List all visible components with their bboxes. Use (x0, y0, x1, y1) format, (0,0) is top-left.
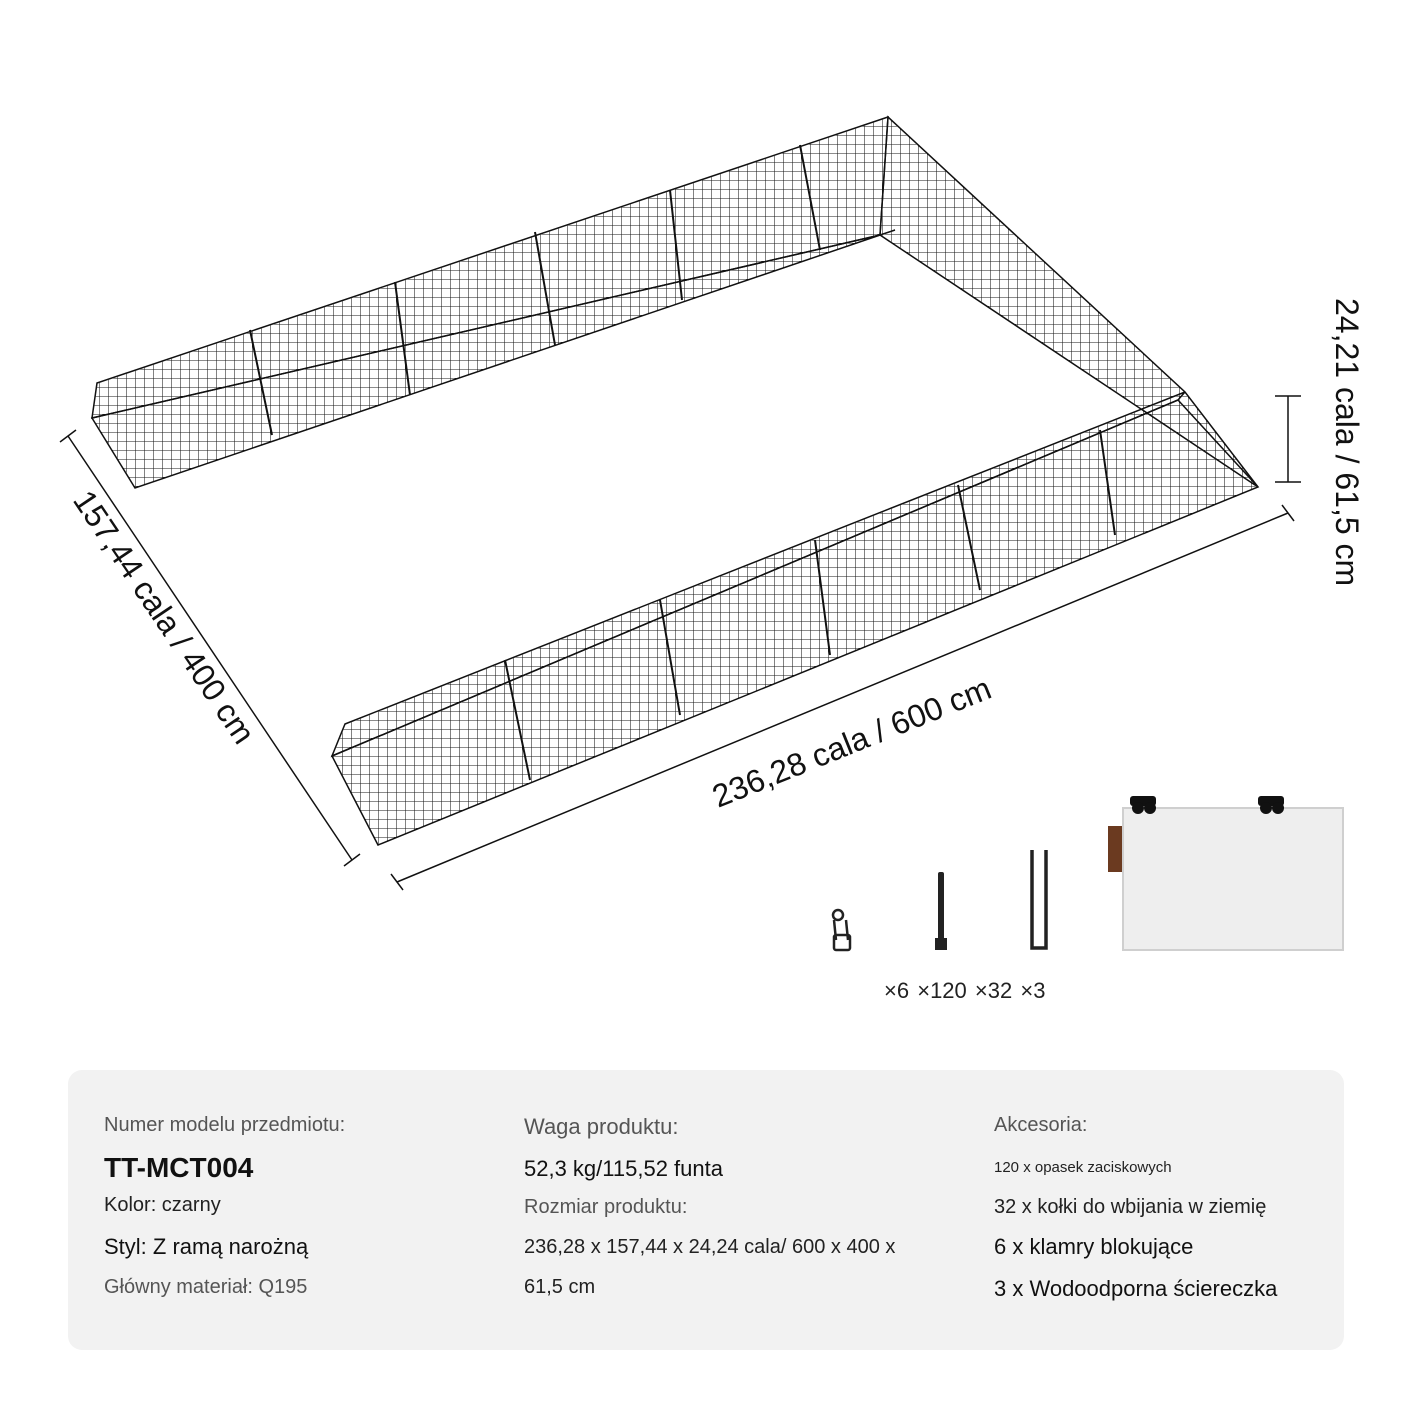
accessory-item: 3 x Wodoodporna ściereczka (994, 1276, 1278, 1301)
width-dimension-label: 157,44 cala / 400 cm (66, 483, 263, 751)
qty-stakes: ×32 (974, 978, 1013, 1003)
waterproof-cloth-icon (1108, 796, 1343, 950)
lock-clip-icon (833, 910, 850, 950)
accessories-label: Akcesoria: (994, 1114, 1088, 1136)
weight-value: 52,3 kg/115,52 funta (524, 1156, 723, 1181)
accessory-quantities (884, 978, 1047, 1004)
accessory-item: 32 x kołki do wbijania w ziemię (994, 1196, 1267, 1218)
qty-clips: ×6 (884, 978, 910, 1003)
accessory-item: 6 x klamry blokujące (994, 1234, 1194, 1259)
accessory-item: 120 x opasek zaciskowych (994, 1159, 1172, 1176)
color-spec: Kolor: czarny (104, 1194, 221, 1216)
height-dimension-label: 24,21 cala / 61,5 cm (1329, 298, 1365, 587)
style-spec: Styl: Z ramą narożną (104, 1234, 309, 1259)
qty-cloths: ×3 (1020, 978, 1046, 1003)
qty-ties: ×120 (917, 978, 967, 1003)
model-value: TT-MCT004 (104, 1152, 254, 1183)
material-spec: Główny materiał: Q195 (104, 1276, 308, 1298)
size-value-line1: 236,28 x 157,44 x 24,24 cala/ 600 x 400 x (524, 1236, 896, 1258)
length-dimension-label: 236,28 cala / 600 cm (707, 669, 997, 815)
size-value-line2: 61,5 cm (524, 1276, 596, 1298)
weight-label: Waga produktu: (524, 1114, 679, 1139)
spec-panel (68, 1070, 1344, 1350)
model-label: Numer modelu przedmiotu: (104, 1114, 346, 1136)
enclosure-back-run (92, 117, 895, 488)
cable-tie-icon (935, 872, 947, 950)
ground-stake-icon (1032, 850, 1046, 948)
size-label: Rozmiar produktu: (524, 1196, 688, 1218)
